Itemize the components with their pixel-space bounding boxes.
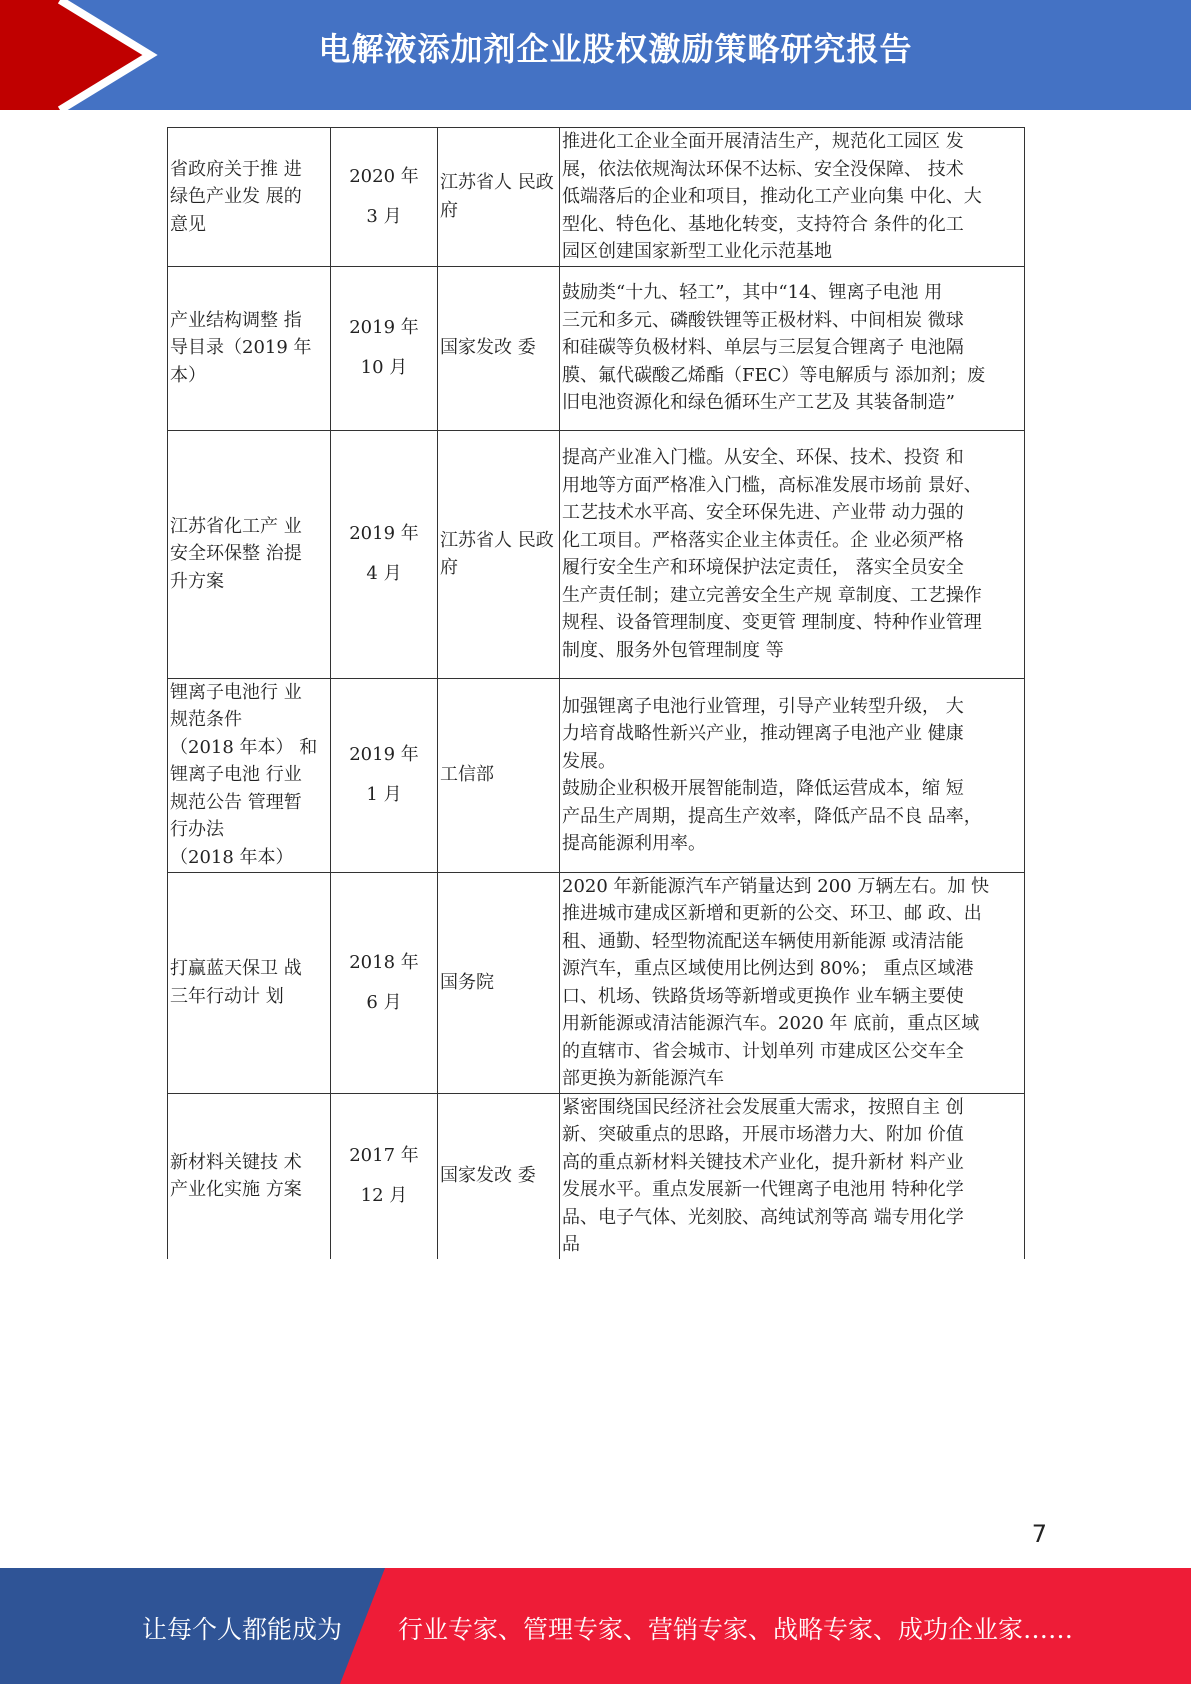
- policy-name-line: 意见: [170, 213, 206, 235]
- policy-content-line: 紧密围绕国民经济社会发展重大需求，按照自主 创: [562, 1096, 964, 1118]
- policy-name-line: 江苏省化工产 业: [170, 515, 302, 537]
- policy-content-line: 源汽车，重点区域使用比例达到 80%； 重点区域港: [562, 958, 974, 979]
- policy-issuer-cell: 江苏省人 民政府: [438, 430, 560, 678]
- policy-date-cell: [331, 266, 438, 430]
- policy-table-body: [168, 128, 1025, 1259]
- policy-content-line: 旧电池资源化和绿色循环生产工艺及 其装备制造”: [562, 392, 955, 414]
- policy-name-cell: [168, 678, 331, 872]
- policy-name-cell: [168, 430, 331, 678]
- policy-issuer-cell: 江苏省人 民政府: [438, 128, 560, 267]
- policy-name-cell: [168, 266, 331, 430]
- policy-content-line: 和硅碳等负极材料、单层与三层复合锂离子 电池隔: [562, 337, 964, 359]
- footer-slogan-right: 行业专家、管理专家、营销专家、战略专家、成功企业家……: [398, 1615, 1074, 1644]
- policy-content-line: 鼓励类“十九、轻工”，其中“14、锂离子电池 用: [562, 282, 943, 304]
- policy-content-line: 制度、服务外包管理制度 等: [562, 639, 784, 661]
- policy-content-line: 高的重点新材料关键技术产业化，提升新材 料产业: [562, 1151, 964, 1173]
- policy-date-line: 10 月: [360, 357, 408, 378]
- policy-date-line: 3 月: [366, 205, 402, 227]
- policy-content-line: 工艺技术水平高、安全环保先进、产业带 动力强的: [562, 502, 964, 523]
- policy-content-line: 发展。: [562, 750, 616, 772]
- policy-content-line: 口、机场、铁路货场等新增或更换作 业车辆主要使: [562, 985, 964, 1007]
- policy-table: [167, 127, 1025, 1259]
- table-row: [168, 430, 1025, 678]
- policy-date-cell: [331, 128, 438, 267]
- table-row: [168, 678, 1025, 872]
- policy-content-cell: [560, 872, 1025, 1093]
- page-title: 电解液添加剂企业股权激励策略研究报告: [318, 30, 913, 68]
- policy-date-line: 1 月: [366, 784, 402, 805]
- policy-content-line: 鼓励企业积极开展智能制造，降低运营成本，缩 短: [562, 778, 964, 799]
- policy-name-line: 导目录（2019 年: [170, 337, 312, 359]
- footer-banner: [0, 1568, 1191, 1684]
- policy-name-line: 升方案: [170, 570, 224, 592]
- policy-content-cell: [560, 266, 1025, 430]
- policy-content-line: 展，依法依规淘汰环保不达标、安全没保障、 技术: [562, 158, 964, 180]
- policy-issuer-cell: 工信部: [438, 678, 560, 872]
- policy-content-line: 三元和多元、磷酸铁锂等正极材料、中间相炭 微球: [562, 309, 964, 331]
- policy-name-cell: [168, 1093, 331, 1259]
- policy-name-line: 锂离子电池 行业: [170, 764, 302, 786]
- table-row: [168, 266, 1025, 430]
- policy-name-line: 规范公告 管理暂: [170, 791, 302, 813]
- table-row: [168, 128, 1025, 267]
- table-row: [168, 872, 1025, 1093]
- policy-name-line: 产业化实施 方案: [170, 1179, 302, 1200]
- header-arrow-red: [0, 0, 150, 110]
- policy-date-line: 2019 年: [349, 744, 419, 765]
- policy-name-cell: [168, 128, 331, 267]
- policy-content-cell: [560, 430, 1025, 678]
- policy-content-line: 品、电子气体、光刻胶、高纯试剂等高 端专用化学: [562, 1206, 964, 1228]
- policy-issuer-cell: 国务院: [438, 872, 560, 1093]
- header-banner: [0, 0, 1191, 110]
- policy-content-line: 发展水平。重点发展新一代锂离子电池用 特种化学: [562, 1179, 964, 1200]
- policy-content-line: 2020 年新能源汽车产销量达到 200 万辆左右。加 快: [562, 875, 990, 897]
- policy-name-line: 产业结构调整 指: [170, 309, 302, 331]
- policy-date-cell: [331, 872, 438, 1093]
- policy-content-line: 园区创建国家新型工业化示范基地: [562, 241, 832, 262]
- policy-issuer-cell: 国家发改 委: [438, 1093, 560, 1259]
- policy-content-line: 产品生产周期，提高生产效率，降低产品不良 品率，: [562, 805, 982, 827]
- policy-content-line: 品: [562, 1234, 580, 1255]
- footer-slogan-left: 让每个人都能成为: [142, 1615, 343, 1644]
- policy-name-line: 锂离子电池行 业: [170, 681, 302, 703]
- policy-name-line: 新材料关键技 术: [170, 1151, 302, 1173]
- policy-content-line: 力培育战略性新兴产业，推动锂离子电池产业 健康: [562, 723, 964, 744]
- policy-content-line: 用地等方面严格准入门槛，高标准发展市场前 景好、: [562, 474, 982, 496]
- policy-name-line: 本）: [170, 364, 206, 386]
- policy-content-cell: [560, 128, 1025, 267]
- policy-name-line: 行办法: [170, 819, 224, 841]
- policy-content-line: 推进化工企业全面开展清洁生产，规范化工园区 发: [562, 131, 964, 152]
- policy-date-line: 2020 年: [349, 165, 419, 187]
- header-arrow-icon: [0, 0, 160, 110]
- policy-content-cell: [560, 1093, 1025, 1259]
- policy-name-line: 绿色产业发 展的: [170, 186, 302, 207]
- policy-name-line: 规范条件: [170, 709, 242, 731]
- policy-content-line: 低端落后的企业和项目，推动化工产业向集 中化、大: [562, 186, 982, 207]
- policy-content-line: 用新能源或清洁能源汽车。2020 年 底前，重点区域: [562, 1013, 980, 1034]
- page-number: 7: [1031, 1520, 1047, 1548]
- policy-name-line: 安全环保整 治提: [170, 543, 302, 565]
- policy-content-line: 部更换为新能源汽车: [562, 1068, 724, 1089]
- policy-date-line: 2019 年: [349, 523, 419, 544]
- policy-name-line: 打赢蓝天保卫 战: [170, 958, 302, 979]
- policy-date-line: 12 月: [360, 1185, 408, 1206]
- policy-content-line: 加强锂离子电池行业管理，引导产业转型升级， 大: [562, 695, 964, 717]
- policy-name-line: 省政府关于推 进: [170, 158, 302, 180]
- policy-date-line: 4 月: [366, 563, 402, 584]
- policy-date-line: 6 月: [366, 991, 402, 1013]
- policy-date-line: 2019 年: [349, 317, 419, 338]
- policy-content-line: 化工项目。严格落实企业主体责任。企 业必须严格: [562, 529, 964, 551]
- policy-content-line: 生产责任制；建立完善安全生产规 章制度、工艺操作: [562, 584, 982, 606]
- policy-date-line: 2018 年: [349, 951, 419, 973]
- policy-content-line: 租、通勤、轻型物流配送车辆使用新能源 或清洁能: [562, 930, 964, 952]
- policy-date-cell: [331, 678, 438, 872]
- policy-content-line: 膜、氟代碳酸乙烯酯（FEC）等电解质与 添加剂；废: [562, 364, 986, 386]
- policy-name-line: （2018 年本） 和: [170, 736, 318, 758]
- policy-content-line: 新、突破重点的思路，开展市场潜力大、附加 价值: [562, 1124, 964, 1145]
- policy-content-line: 推进城市建成区新增和更新的公交、环卫、邮 政、出: [562, 903, 982, 924]
- policy-name-cell: [168, 872, 331, 1093]
- policy-content-line: 的直辖市、省会城市、计划单列 市建成区公交车全: [562, 1040, 964, 1062]
- policy-name-line: 三年行动计 划: [170, 985, 284, 1007]
- policy-date-cell: [331, 430, 438, 678]
- policy-content-line: 提高能源利用率。: [562, 833, 706, 854]
- policy-content-line: 规程、设备管理制度、变更管 理制度、特种作业管理: [562, 612, 982, 633]
- table-row: [168, 1093, 1025, 1259]
- policy-content-line: 提高产业准入门槛。从安全、环保、技术、投资 和: [562, 447, 964, 468]
- policy-name-line: （2018 年本）: [170, 846, 294, 868]
- policy-content-cell: [560, 678, 1025, 872]
- policy-content-line: 型化、特色化、基地化转变，支持符合 条件的化工: [562, 213, 964, 235]
- policy-content-line: 履行安全生产和环境保护法定责任， 落实全员安全: [562, 557, 964, 578]
- policy-date-cell: [331, 1093, 438, 1259]
- policy-issuer-cell: 国家发改 委: [438, 266, 560, 430]
- policy-date-line: 2017 年: [349, 1145, 419, 1166]
